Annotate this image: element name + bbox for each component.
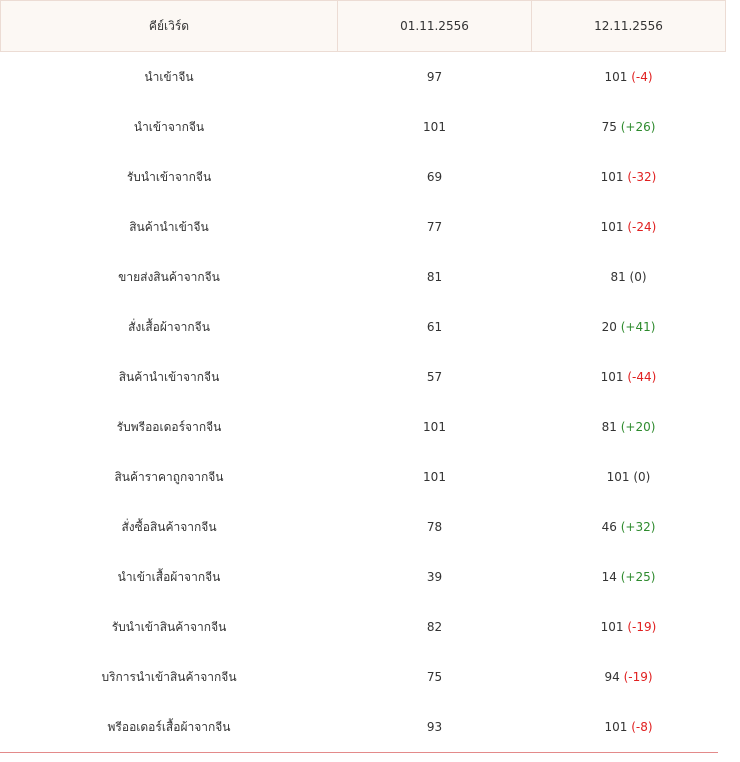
rank-date-2-cell: [532, 252, 726, 302]
rank-value: 75: [601, 120, 617, 134]
keyword-cell: สั่งซื้อสินค้าจากจีน: [121, 519, 217, 534]
keyword-cell: นำเข้าเสื้อผ้าจากจีน: [117, 569, 221, 584]
rank-change-badge: (+26): [620, 120, 656, 134]
table-row: [1, 152, 726, 202]
keyword-cell: บริการนำเข้าสินค้าจากจีน: [101, 669, 237, 684]
keyword-cell: นำเข้าจีน: [144, 69, 194, 84]
table-row: [1, 652, 726, 702]
rank-date-1-cell: 93: [426, 720, 443, 734]
keyword-cell: รับนำเข้าจากจีน: [126, 169, 212, 184]
rank-date-1-cell: 61: [426, 320, 443, 334]
rank-change-badge: (+41): [620, 320, 656, 334]
rank-date-2-cell: [532, 202, 726, 252]
table-row: [1, 702, 726, 752]
rank-change-badge: (0): [629, 270, 647, 284]
rank-value: 101: [600, 370, 624, 384]
rank-value: 101: [604, 70, 628, 84]
rank-date-2-cell: [532, 402, 726, 452]
rank-change-badge: (-19): [623, 670, 653, 684]
table-row: [1, 52, 726, 103]
header-keyword: คีย์เวิร์ด: [1, 1, 338, 52]
keyword-cell: พรีออเดอร์เสื้อผ้าจากจีน: [107, 719, 231, 734]
keyword-cell: ขายส่งสินค้าจากจีน: [118, 269, 220, 284]
rank-value: 94: [604, 670, 620, 684]
rank-change-badge: (-24): [627, 220, 657, 234]
rank-date-2-cell: [532, 652, 726, 702]
rank-date-1-cell: 81: [426, 270, 443, 284]
rank-value: 14: [601, 570, 617, 584]
rank-value: 101: [600, 220, 624, 234]
table-row: [1, 352, 726, 402]
rank-date-1-cell: 101: [423, 470, 446, 484]
table-header-row: [1, 1, 726, 52]
rank-date-1-cell: 57: [426, 370, 443, 384]
rank-date-2-cell: [532, 552, 726, 602]
rank-date-2-cell: [532, 502, 726, 552]
table-row: [1, 302, 726, 352]
keyword-cell: รับพรีออเดอร์จากจีน: [116, 419, 222, 434]
rank-date-1-cell: 75: [426, 670, 443, 684]
rank-change-badge: (+25): [620, 570, 656, 584]
rank-change-badge: (-4): [631, 70, 653, 84]
rank-date-2-cell: [532, 702, 726, 752]
rank-date-2-cell: [532, 52, 726, 103]
rank-change-badge: (-44): [627, 370, 657, 384]
rank-value: 81: [601, 420, 617, 434]
rank-change-badge: (-19): [627, 620, 657, 634]
keyword-cell: สินค้าราคาถูกจากจีน: [114, 469, 224, 484]
table-row: [1, 202, 726, 252]
rank-change-badge: (-8): [631, 720, 653, 734]
rank-date-1-cell: 69: [426, 170, 443, 184]
rank-change-badge: (0): [633, 470, 651, 484]
rank-value: 20: [601, 320, 617, 334]
rank-value: 101: [600, 170, 624, 184]
rank-value: 81: [610, 270, 626, 284]
rank-date-2-cell: [532, 152, 726, 202]
table-bottom-divider: [0, 752, 718, 753]
keyword-cell: สั่งเสื้อผ้าจากจีน: [128, 319, 210, 334]
rank-date-2-cell: [532, 452, 726, 502]
table-row: [1, 102, 726, 152]
rank-date-2-cell: [532, 602, 726, 652]
keyword-cell: สินค้านำเข้าจากจีน: [118, 369, 220, 384]
table-row: [1, 502, 726, 552]
header-date-2: 12.11.2556: [532, 1, 726, 52]
table-row: [1, 452, 726, 502]
rank-date-1-cell: 39: [426, 570, 443, 584]
rank-date-1-cell: 77: [426, 220, 443, 234]
rank-value: 46: [601, 520, 617, 534]
rank-date-2-cell: [532, 102, 726, 152]
rank-value: 101: [606, 470, 630, 484]
header-date-1: 01.11.2556: [338, 1, 532, 52]
rank-date-1-cell: 101: [423, 420, 446, 434]
rank-date-2-cell: [532, 352, 726, 402]
rank-change-badge: (+20): [620, 420, 656, 434]
rank-date-1-cell: 97: [426, 70, 443, 84]
keyword-cell: นำเข้าจากจีน: [133, 119, 205, 134]
table-row: [1, 402, 726, 452]
table-body: [1, 52, 726, 753]
keyword-cell: รับนำเข้าสินค้าจากจีน: [111, 619, 227, 634]
rank-date-1-cell: 82: [426, 620, 443, 634]
rank-change-badge: (-32): [627, 170, 657, 184]
table-row: [1, 552, 726, 602]
rank-date-1-cell: 78: [426, 520, 443, 534]
table-row: [1, 252, 726, 302]
keyword-cell: สินค้านำเข้าจีน: [129, 219, 209, 234]
rank-date-1-cell: 101: [423, 120, 446, 134]
rank-value: 101: [604, 720, 628, 734]
rank-value: 101: [600, 620, 624, 634]
rank-date-2-cell: [532, 302, 726, 352]
rank-change-badge: (+32): [620, 520, 656, 534]
table-row: [1, 602, 726, 652]
